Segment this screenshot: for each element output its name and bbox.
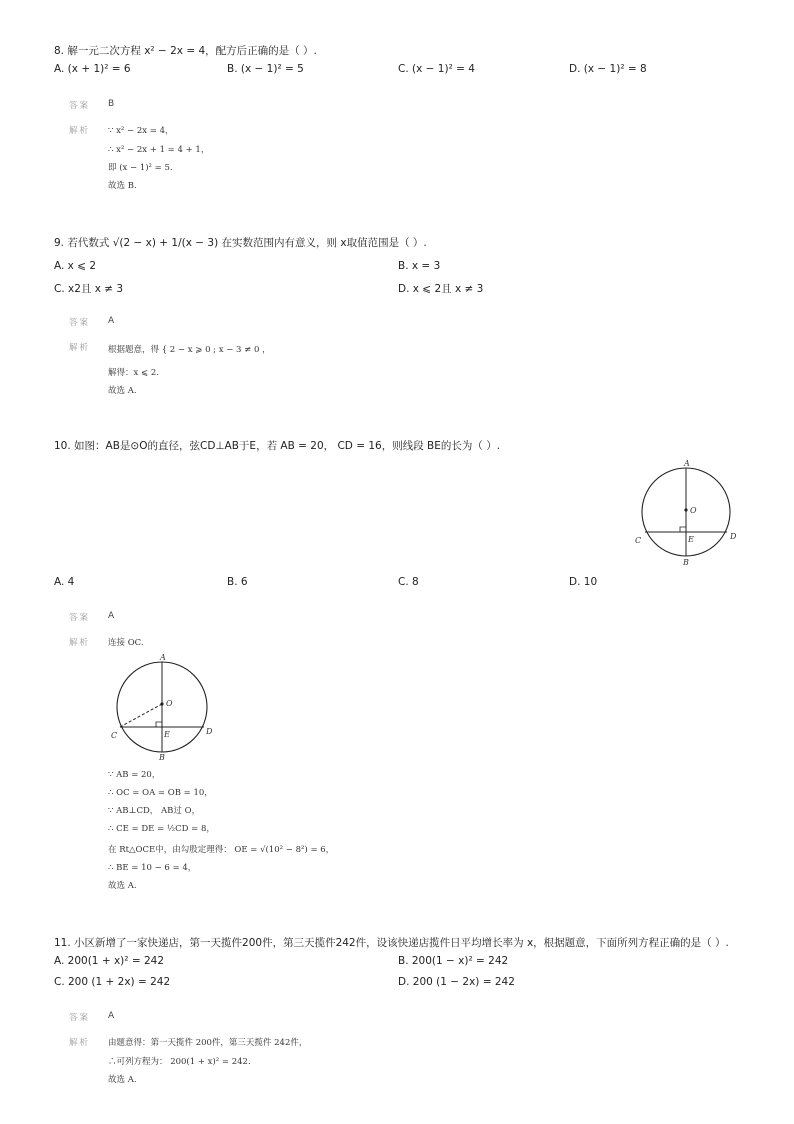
q10-solution-line: ∴ OC = OA = OB = 10， (108, 788, 213, 798)
q10-solution-line: ∵ AB = 20， (108, 770, 161, 780)
q8-answer: B (108, 99, 115, 109)
q9-answer-label: 答案 (69, 318, 91, 328)
center-point (160, 702, 163, 705)
q9-option-d[interactable]: D. x ⩽ 2且 x ≠ 3 (398, 283, 484, 295)
q8-option-a[interactable]: A. (x + 1)² = 6 (54, 63, 131, 75)
q10-answer-label: 答案 (69, 613, 91, 623)
q11-answer: A (108, 1011, 115, 1021)
q8-stem: 8. 解一元二次方程 x² − 2x = 4，配方后正确的是（ ）. (54, 45, 317, 57)
q8-solution-line: ∴ x² − 2x + 1 = 4 + 1， (108, 145, 210, 155)
label-d: D (206, 727, 213, 736)
q9-option-a[interactable]: A. x ⩽ 2 (54, 260, 97, 272)
q9-answer: A (108, 316, 115, 326)
q10-solution-figure (106, 652, 236, 764)
q10-option-a[interactable]: A. 4 (54, 576, 75, 588)
q10-solution-line: 连接 OC. (108, 638, 144, 648)
right-angle-mark (156, 722, 162, 727)
q10-solution-line: 在 Rt△OCE中，由勾股定理得： OE = √(10² − 8²) = 6， (108, 845, 335, 855)
q11-solution-line: 故选 A. (108, 1075, 137, 1085)
q10-stem: 10. 如图：AB是⊙O的直径，弦CD⊥AB于E，若 AB = 20， CD = 16，则线段 BE的长为（ ）. (54, 440, 501, 452)
label-e: E (688, 535, 694, 544)
label-c: C (111, 731, 118, 740)
q10-solution-line: ∴ CE = DE = ½CD = 8， (108, 824, 215, 834)
q8-option-d[interactable]: D. (x − 1)² = 8 (569, 63, 647, 75)
q9-solution-line: 根据题意，得 { 2 − x ⩾ 0 ; x − 3 ≠ 0 ， (108, 345, 271, 355)
q10-option-b[interactable]: B. 6 (227, 576, 248, 588)
q11-answer-label: 答案 (69, 1013, 91, 1023)
q10-solution-line: ∵ AB⊥CD， AB过 O， (108, 806, 201, 816)
q11-option-d[interactable]: D. 200 (1 − 2x) = 242 (398, 976, 515, 988)
q9-solution-line: 故选 A. (108, 386, 137, 396)
q8-solution-line: 即 (x − 1)² = 5. (108, 163, 173, 173)
q11-solution-line: ∴可列方程为： 200(1 + x)² = 242. (108, 1057, 251, 1067)
label-b: B (683, 558, 689, 567)
q8-answer-label: 答案 (69, 101, 91, 111)
right-angle-mark (680, 527, 686, 532)
q8-solution-line: ∵ x² − 2x = 4， (108, 126, 174, 136)
label-a: A (160, 653, 166, 662)
label-c: C (635, 536, 642, 545)
q8-analysis-label: 解析 (69, 126, 91, 136)
q10-analysis-label: 解析 (69, 638, 91, 648)
q10-solution-line: 故选 A. (108, 881, 137, 891)
q10-option-d[interactable]: D. 10 (569, 576, 598, 588)
q8-option-b[interactable]: B. (x − 1)² = 5 (227, 63, 304, 75)
q10-circle-figure (632, 458, 762, 568)
q10-solution-line: ∴ BE = 10 − 6 = 4， (108, 863, 197, 873)
q11-solution-line: 由题意得：第一天揽件 200件，第三天揽件 242件， (108, 1038, 308, 1048)
label-a: A (684, 459, 690, 468)
q9-option-c[interactable]: C. x2且 x ≠ 3 (54, 283, 124, 295)
label-o: O (690, 506, 697, 515)
q11-option-c[interactable]: C. 200 (1 + 2x) = 242 (54, 976, 171, 988)
q8-option-c[interactable]: C. (x − 1)² = 4 (398, 63, 475, 75)
q9-stem: 9. 若代数式 √(2 − x) + 1/(x − 3) 在实数范围内有意义，则 x取值范围是（ ）. (54, 237, 427, 249)
center-point (684, 508, 687, 511)
q11-stem: 11. 小区新增了一家快递店，第一天揽件200件，第三天揽件242件，设该快递店揽件日平均增长率为 x，根据题意，下面所列方程正确的是（ ）. (54, 937, 729, 949)
q8-solution-line: 故选 B. (108, 181, 137, 191)
label-d: D (730, 532, 737, 541)
q10-option-c[interactable]: C. 8 (398, 576, 419, 588)
q9-analysis-label: 解析 (69, 343, 91, 353)
q10-answer: A (108, 611, 115, 621)
label-e: E (164, 730, 170, 739)
q11-analysis-label: 解析 (69, 1038, 91, 1048)
q9-option-b[interactable]: B. x = 3 (398, 260, 441, 272)
label-b: B (159, 753, 165, 762)
q11-option-b[interactable]: B. 200(1 − x)² = 242 (398, 955, 509, 967)
q11-option-a[interactable]: A. 200(1 + x)² = 242 (54, 955, 164, 967)
label-o: O (166, 699, 173, 708)
q9-solution-line: 解得：x ⩽ 2. (108, 368, 159, 378)
